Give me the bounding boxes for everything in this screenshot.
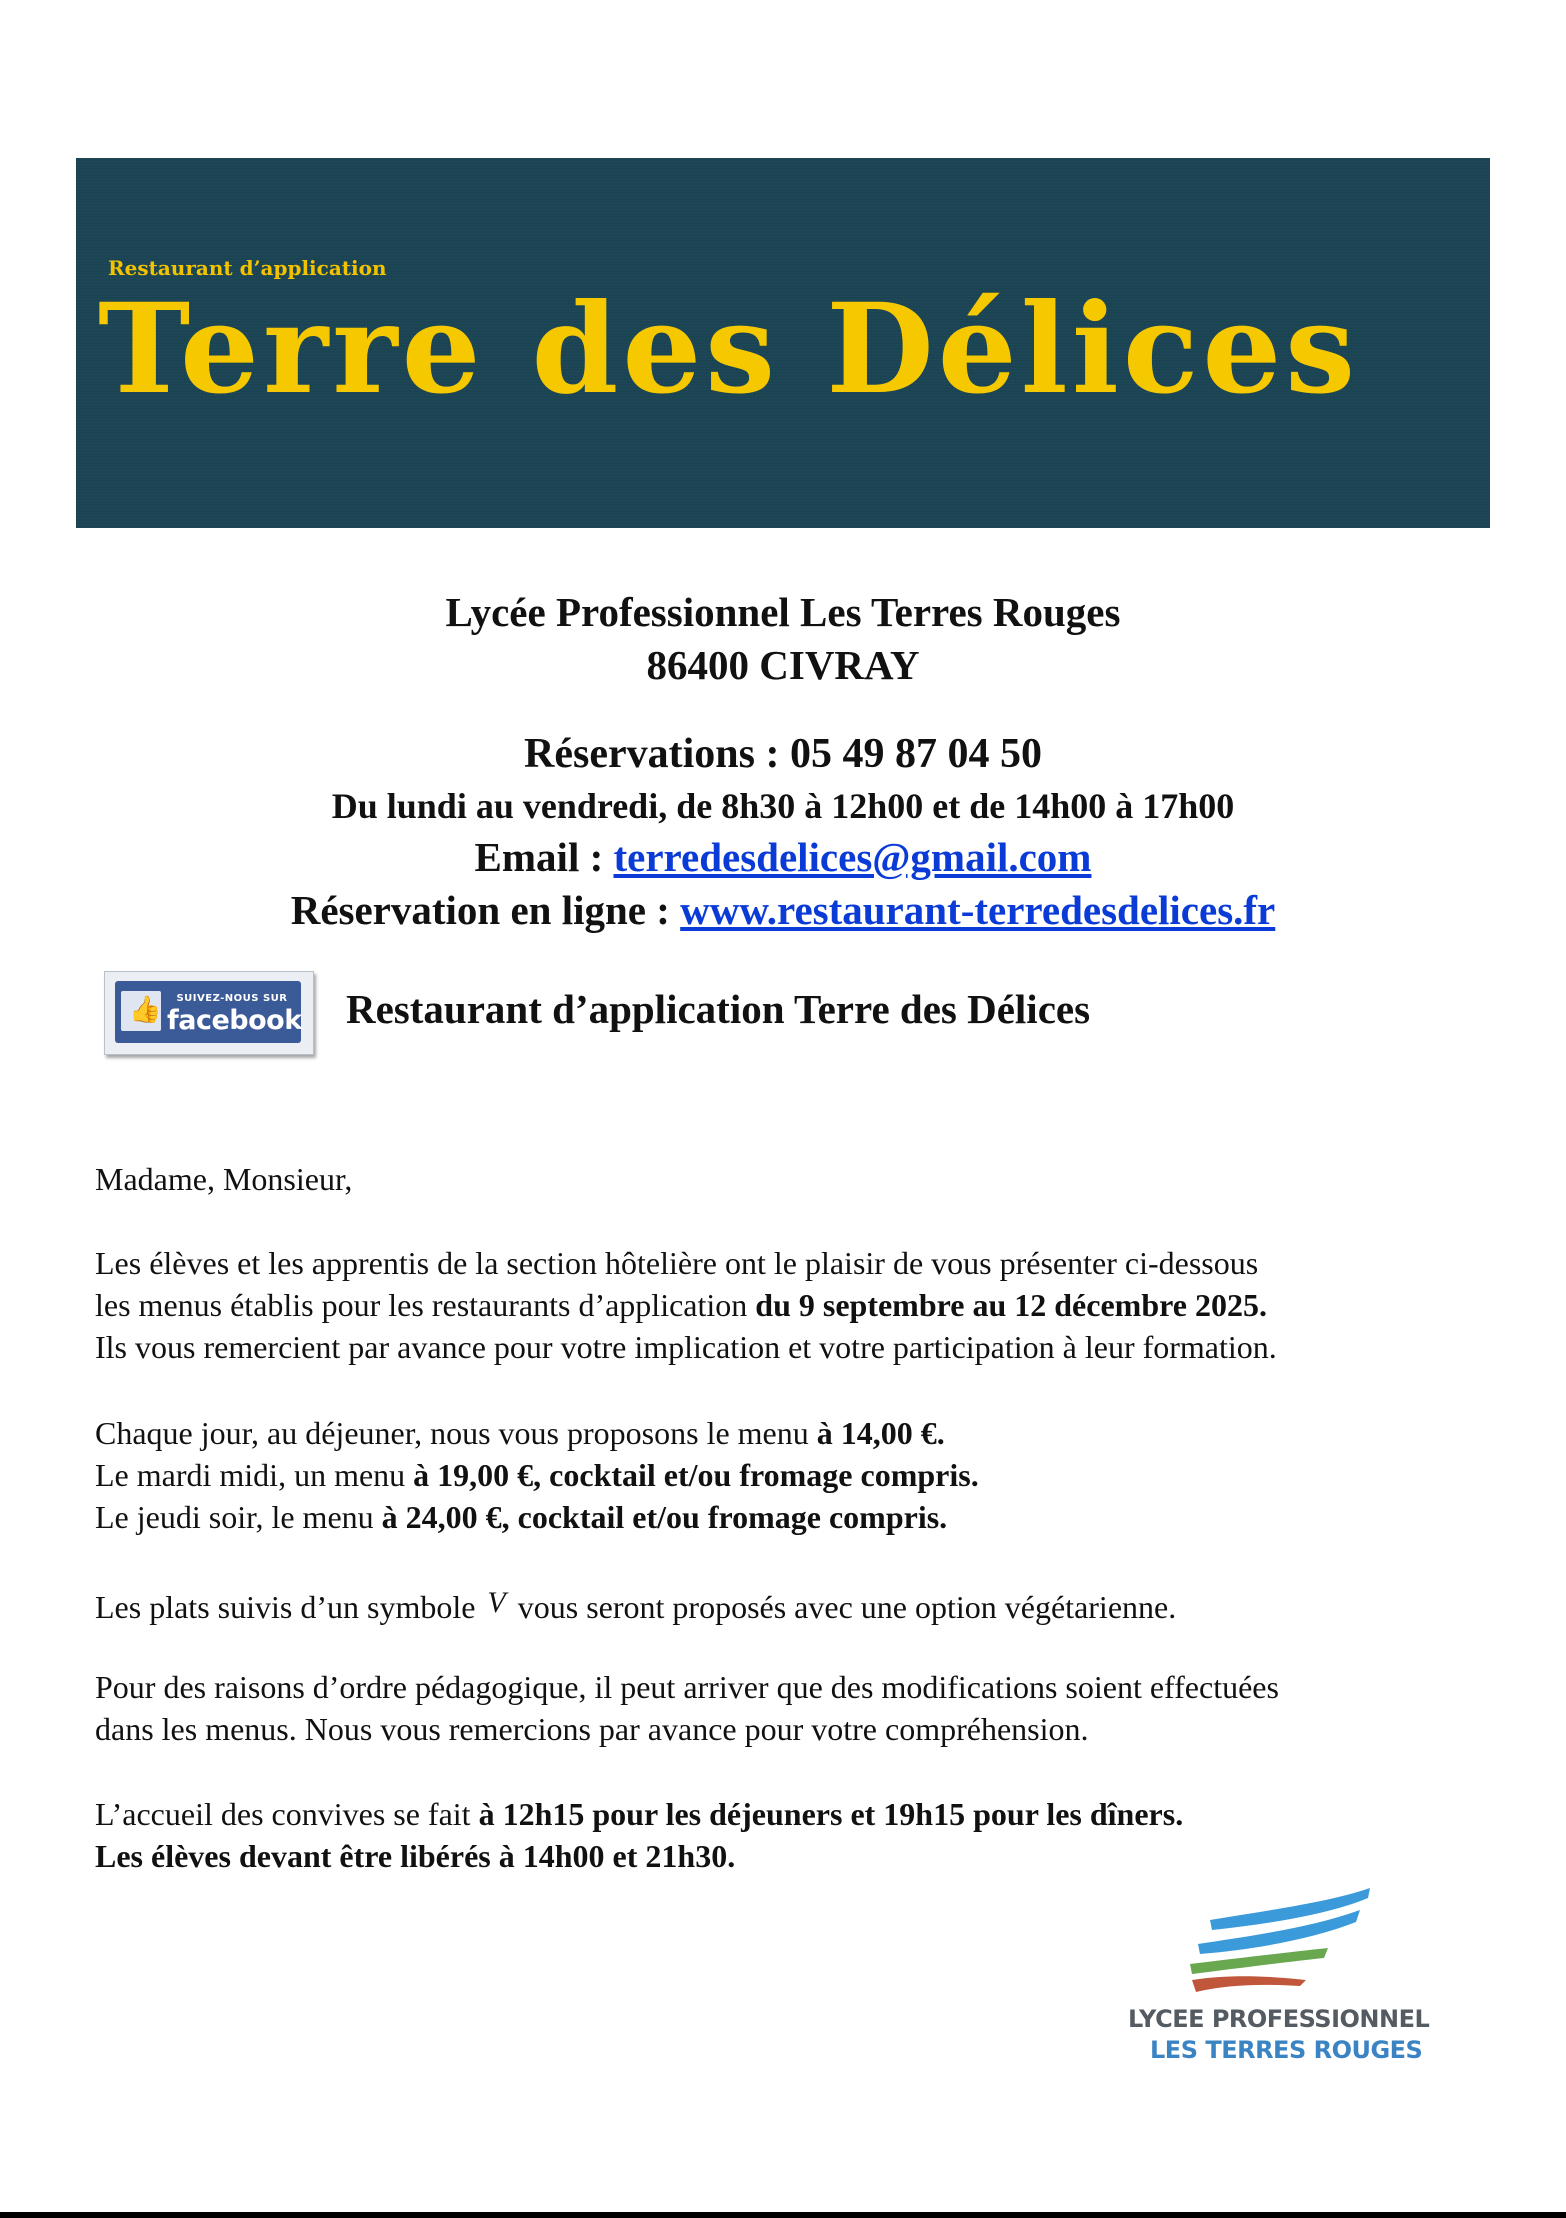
price-daily: à 14,00 €. (816, 1415, 945, 1451)
vegetarian-text-b: vous seront proposés avec une option végétarienne. (509, 1589, 1177, 1625)
price-line-daily (95, 1412, 1515, 1454)
intro-line-3: Ils vous remercient par avance pour votre implication et votre participation à leur formation. (95, 1329, 1277, 1365)
facebook-badge[interactable] (104, 971, 314, 1055)
price-line-thursday-text: Le jeudi soir, le menu (95, 1499, 382, 1535)
logo-red-swoosh (1192, 1976, 1306, 1992)
school-name: Lycée Professionnel Les Terres Rouges (445, 589, 1121, 635)
letter-paragraph-intro (95, 1242, 1515, 1368)
letter-greeting: Madame, Monsieur, (95, 1161, 353, 1197)
email-label: Email : (474, 834, 614, 880)
welcome-line-1-text: L’accueil des convives se fait (95, 1796, 479, 1832)
facebook-badge-caption: SUIVEZ-NOUS SUR (176, 993, 288, 1004)
school-city: 86400 CIVRAY (646, 642, 920, 688)
website-link[interactable]: www.restaurant-terredesdelices.fr (680, 887, 1276, 933)
logo-text-line-2: LES TERRES ROUGES (1150, 2036, 1423, 2064)
banner-title: Terre des Délices (98, 277, 1360, 422)
online-reservation-line (0, 886, 1566, 934)
price-line-tuesday (95, 1454, 1515, 1496)
letter-paragraph-vegetarian (95, 1582, 1515, 1628)
price-line-daily-text: Chaque jour, au déjeuner, nous vous proposons le menu (95, 1415, 817, 1451)
letter-paragraph-changes (95, 1666, 1515, 1750)
thumbs-up-icon: 👍 (129, 995, 162, 1024)
banner-subtitle: Restaurant d’application (108, 256, 387, 280)
price-line-tuesday-text: Le mardi midi, un menu (95, 1457, 414, 1493)
email-line (0, 833, 1566, 881)
menu-period: du 9 septembre au 12 décembre 2025. (755, 1287, 1267, 1323)
welcome-times: à 12h15 pour les déjeuners et 19h15 pour les dîners. (478, 1796, 1184, 1832)
price-line-thursday (95, 1496, 1515, 1538)
price-thursday: à 24,00 €, cocktail et/ou fromage compris. (381, 1499, 948, 1535)
changes-line-1: Pour des raisons d’ordre pédagogique, il peut arriver que des modifications soient effectuées (95, 1669, 1279, 1705)
reservation-phone: Réservations : 05 49 87 04 50 (524, 731, 1042, 777)
intro-line-2 (95, 1284, 1515, 1326)
facebook-badge-inner (115, 981, 301, 1043)
opening-hours: Du lundi au vendredi, de 8h30 à 12h00 et de 14h00 à 17h00 (331, 786, 1235, 826)
school-logo-swooshes (1120, 1880, 1450, 2000)
thumbs-up-box (121, 991, 161, 1031)
letter-paragraph-prices (95, 1412, 1515, 1538)
online-reservation-label: Réservation en ligne : (290, 887, 681, 933)
welcome-line-1 (95, 1793, 1515, 1835)
price-tuesday: à 19,00 €, cocktail et/ou fromage compris. (413, 1457, 979, 1493)
facebook-wordmark: facebook (167, 1005, 302, 1036)
changes-line-2: dans les menus. Nous vous remercions par avance pour votre compréhension. (95, 1711, 1089, 1747)
welcome-line-2: Les élèves devant être libérés à 14h00 et 21h30. (95, 1838, 736, 1874)
facebook-page-name: Restaurant d’application Terre des Délices (346, 986, 1091, 1032)
restaurant-banner (76, 158, 1490, 528)
logo-text-line-1: LYCEE PROFESSIONNEL (1128, 2005, 1430, 2033)
email-link[interactable]: terredesdelices@gmail.com (613, 834, 1092, 880)
vegetarian-text-a: Les plats suivis d’un symbole (95, 1589, 484, 1625)
intro-line-2-text: les menus établis pour les restaurants d’application (95, 1287, 756, 1323)
letter-paragraph-welcome (95, 1793, 1515, 1877)
school-logo (1120, 1880, 1450, 2070)
vegetarian-icon: V (487, 1586, 506, 1619)
intro-line-1: Les élèves et les apprentis de la section hôtelière ont le plaisir de vous présenter ci-dessous (95, 1245, 1259, 1281)
bottom-border (0, 2212, 1566, 2218)
